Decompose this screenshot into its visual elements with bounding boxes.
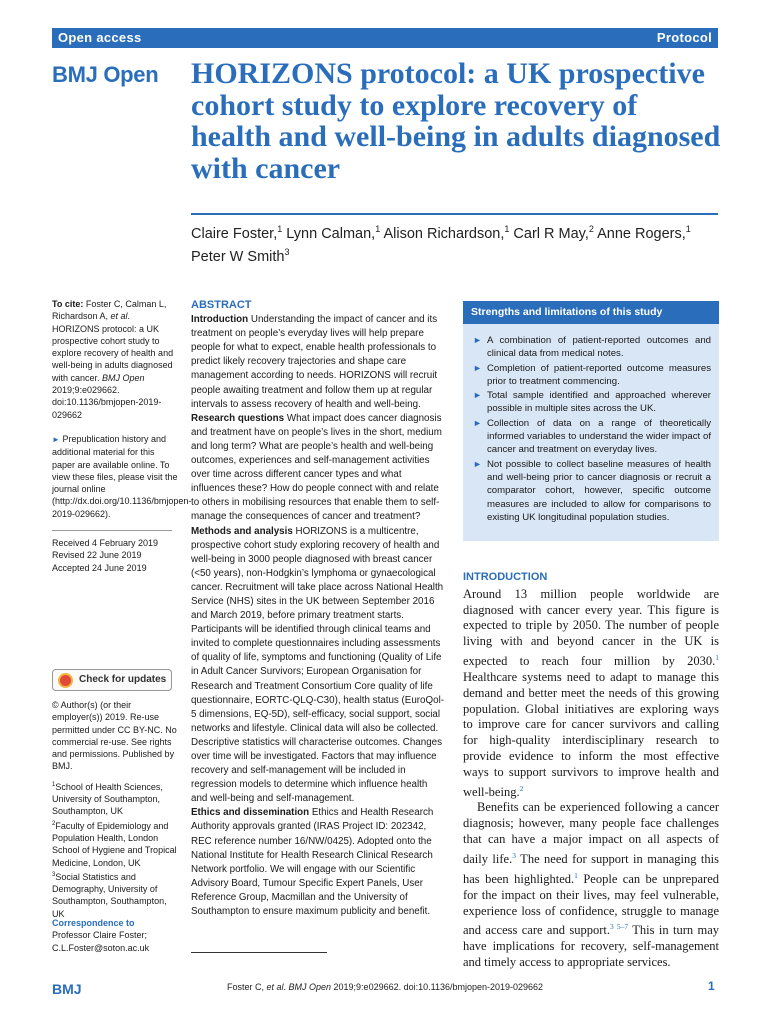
- introduction-heading: INTRODUCTION: [463, 571, 548, 583]
- top-banner: [52, 28, 718, 48]
- footer-citation: Foster C, et al. BMJ Open 2019;9:e029662. doi:10.1136/bmjopen-2019-029662: [226, 982, 544, 992]
- author-name: Peter W Smith: [191, 248, 285, 265]
- cite-label: To cite:: [52, 299, 84, 309]
- strengths-heading: Strengths and limitations of this study: [463, 301, 719, 324]
- triangle-icon: ►: [473, 335, 482, 345]
- author-name: Anne Rogers,: [593, 225, 686, 242]
- abstract-heading: ABSTRACT: [191, 299, 252, 311]
- cite-etal: et al: [110, 311, 128, 322]
- author-list: [191, 220, 711, 266]
- check-updates-button[interactable]: [52, 669, 172, 691]
- intro-paragraph-2: Benefits can be experienced following a cancer diagnosis; however, many people face challenges that can have a major impact on all aspects of daily life.$^3$ The need for support in managing this has been highlighted.$^1$ People can be unprepared for the impact on their lives, may feel vulnerable, experience loss of confidence, struggle to manage and access care and support.$^{3 5-7}$ This in turn may have implications for recovery, self-management and timely access to appropriate services.: [463, 800, 719, 970]
- open-access-label: Open access: [58, 30, 142, 45]
- citation-block: [52, 298, 178, 421]
- introduction-section: [463, 570, 719, 971]
- list-item: ► Completion of patient-reported outcome measures prior to treatment commencing.: [473, 362, 711, 387]
- abstract-methods: Methods and analysis HORIZONS is a multicentre, prospective cohort study exploring recovery of health and well-being in 3000 people diagnosed with breast cancer (<50 years), non-Hodgkin’s lymphoma or gynaecological cancer. Recruitment will take place across National Health Service (NHS) sites in the UK between September 2016 and March 2019, before primary treatment starts. Participants will be identified through clinical teams and invited to complete questionnaires including assessments of quality of life, symptoms and functioning (Quality of Life in Adult Cancer Survivors; European Organisation for Research and Treatment Consortium Core quality of life questionnaire, EORTC-QLQ-C30), health status (EuroQol-5 dimensions, EQ-5D), self-efficacy, social support, social networks and lifestyle. Clinical data will also be collected. Descriptive statistics will characterise outcomes. Changes over time will be investigated. Factors that may influence recovery and self-management will be included in regression models to determine which influence health and well-being and self-management.: [191, 525, 445, 805]
- author-affil: 1: [685, 224, 691, 234]
- cite-text: . HORIZONS protocol: a UK prospective cohort study to explore recovery of health and well-being in adults diagnosed with cancer.: [52, 311, 174, 383]
- affiliation-1: $^1$School of Health Sciences, University of Southampton, Southampton, UK: [52, 781, 163, 817]
- article-type-label: Protocol: [656, 30, 712, 45]
- author-affil: 1: [504, 224, 510, 234]
- cite-journal: BMJ Open: [102, 372, 145, 383]
- received-date: Received 4 February 2019: [52, 538, 159, 549]
- publisher-logo: BMJ: [52, 981, 82, 997]
- affiliation-2: $^2$Faculty of Epidemiology and Population Health, London School of Hygiene and Tropical Medicine, London, UK: [52, 820, 177, 868]
- author-affil: 1: [277, 224, 283, 234]
- triangle-icon: ►: [473, 417, 482, 428]
- author-affil: 2: [588, 224, 594, 234]
- triangle-icon: ►: [473, 362, 482, 373]
- triangle-icon: ►: [52, 434, 60, 444]
- sidebar-info: [52, 298, 192, 580]
- affiliations: [52, 699, 178, 926]
- list-item: ► Not possible to collect baseline measures of health and well-being prior to cancer diagnosis or recruit a comparator cohort, however, specific outcome measures are included to allow for comparisons to existing UK longitudinal population studies.: [473, 458, 711, 523]
- correspondence-email[interactable]: C.L.Foster@soton.ac.uk: [52, 942, 150, 953]
- abstract-ethics: Ethics and dissemination Ethics and Health Research Authority approvals granted (IRAS Project ID: 202342, REC reference number 16/NW/0425). Adopted onto the National Institute for Health Research Clinical Research Network portfolio. We will engage with our Scientific Advisory Board, Tumour Specific Expert Panels, User Reference Group, Macmillan and the University of Southampton to ensure maximum publicity and benefit.: [191, 807, 434, 918]
- author-name: Lynn Calman,: [282, 225, 376, 242]
- footnote-divider: [191, 952, 327, 953]
- author-name: Carl R May,: [509, 225, 589, 242]
- cite-text: Foster C, Calman L, Richardson A,: [52, 299, 167, 322]
- prepub-text[interactable]: Prepublication history and additional material for this paper are available online. To view these files, please visit the journal online (http://dx.doi.org/10.1136/bmjopen-2019-029662).: [52, 433, 192, 519]
- affiliation-3: $^3$Social Statistics and Demography, University of Southampton, Southampton, UK: [52, 871, 167, 919]
- author-affil: 1: [375, 224, 381, 234]
- list-item: ► Total sample identified and approached wherever possible in multiple sites across the UK.: [473, 390, 711, 415]
- author-affil: 3: [284, 246, 290, 257]
- title-divider: [191, 213, 718, 215]
- journal-logo: BMJ Open: [52, 62, 159, 87]
- check-updates-label: Check for updates: [79, 674, 167, 685]
- article-title: HORIZONS protocol: a UK prospective cohort study to explore recovery of health and well-being in adults diagnosed with cancer: [191, 57, 721, 185]
- abstract-research-questions: Research questions What impact does cancer diagnosis and treatment have on people’s lives in the short, medium and long term? What are people’s health and well-being outcomes, experiences and self-management activities over time across different cancer types and what influences these? How do people connect with and relate to others in mobilising resources that enable them to self-manage the consequences of cancer and treatment?: [191, 412, 442, 523]
- divider: [52, 530, 172, 531]
- triangle-icon: ►: [473, 458, 482, 469]
- abstract-introduction: Introduction Understanding the impact of cancer and its treatment on people’s everyday lives will help prepare people for what to expect, enable health professionals to predict likely recovery trajectories and shape care management according to needs. HORIZONS will recruit people awaiting treatment and follow them up at regular intervals to assess recovery of health and well-being.: [191, 314, 438, 410]
- triangle-icon: ►: [473, 390, 482, 401]
- strengths-box: [463, 301, 719, 541]
- check-updates-icon: [58, 673, 73, 688]
- revised-date: Revised 22 June 2019: [52, 550, 142, 561]
- copyright-note: © Author(s) (or their employer(s)) 2019. Re-use permitted under CC BY-NC. No commercial re-use. See rights and permissions. Published by BMJ.: [52, 700, 177, 772]
- abstract: [191, 298, 446, 919]
- strengths-list: [463, 324, 719, 524]
- accepted-date: Accepted 24 June 2019: [52, 562, 147, 573]
- correspondence-label: Correspondence to: [52, 918, 135, 928]
- page-number: 1: [708, 979, 715, 993]
- author-name: Alison Richardson,: [380, 225, 505, 242]
- cite-doi: 2019;9:e029662. doi:10.1136/bmjopen-2019-029662: [52, 385, 162, 420]
- prepub-note: [52, 433, 192, 520]
- correspondence-name: Professor Claire Foster;: [52, 930, 148, 941]
- list-item: ► Collection of data on a range of theoretically informed variables to understand the wider impact of cancer and treatment on everyday lives.: [473, 417, 711, 456]
- list-item: ► A combination of patient-reported outcomes and clinical data from medical notes.: [473, 335, 711, 360]
- intro-paragraph-1: Around 13 million people worldwide are diagnosed with cancer every year. This figure is expected to triple by 2050. The number of people living with and beyond cancer in the UK is expected to reach four million by 2030.$^1$ Healthcare systems need to adapt to manage this demand and better meet the needs of this growing population. Global initiatives are exploring ways to improve care for cancer survivors and calling for high-quality interdisciplinary research to provide evidence to inform the most effective ways to support survivors to improve health and well-being.$^2$: [463, 586, 719, 799]
- correspondence: [52, 917, 178, 954]
- author-name: Claire Foster,: [191, 225, 278, 242]
